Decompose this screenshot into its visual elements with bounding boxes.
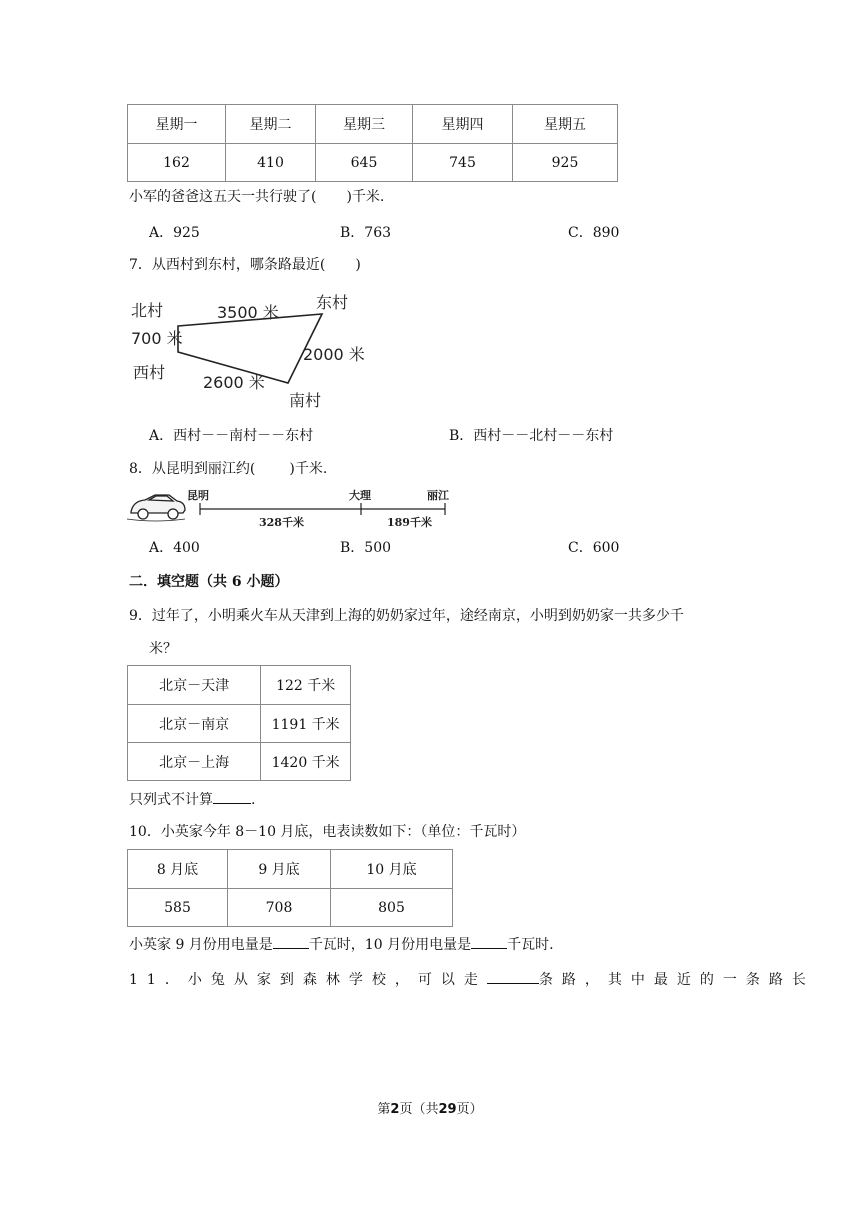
table-cell: 745 <box>413 144 513 182</box>
page-footer: 第2页（共29页） <box>377 1102 483 1117</box>
table-header-cell: 10 月底 <box>331 850 453 889</box>
car-icon <box>127 495 185 521</box>
table-cell: 122 千米 <box>261 666 351 705</box>
table-cell: 805 <box>331 889 453 927</box>
label-west-village: 西村 <box>133 363 166 382</box>
table-cell: 1191 千米 <box>261 705 351 743</box>
table-cell: 北京－上海 <box>128 743 261 781</box>
distance-east-south: 2000 米 <box>303 345 365 364</box>
route-diagram <box>125 486 455 530</box>
distance-kunming-dali: 328千米 <box>259 516 304 529</box>
q6-option-b: B．763 <box>340 225 392 241</box>
q8-option-a: A．400 <box>149 540 200 556</box>
table-cell: 北京－南京 <box>128 705 261 743</box>
table-cell: 北京－天津 <box>128 666 261 705</box>
table-cell: 645 <box>316 144 413 182</box>
q11-stem: 11．小兔从家到森林学校，可以走 条路，其中最近的一条路长 <box>129 969 815 989</box>
q8-stem: 8．从昆明到丽江约( )千米. <box>129 461 328 477</box>
table-header-cell: 星期二 <box>226 105 316 144</box>
label-lijiang: 丽江 <box>427 489 449 502</box>
q7-option-b: B．西村－－北村－－东村 <box>449 428 614 444</box>
table-header-cell: 9 月底 <box>228 850 331 889</box>
table-header-cell: 星期四 <box>413 105 513 144</box>
table-cell: 585 <box>128 889 228 927</box>
table-cell: 925 <box>513 144 618 182</box>
village-map-diagram <box>125 288 375 413</box>
table-cell: 708 <box>228 889 331 927</box>
table-cell: 410 <box>226 144 316 182</box>
label-south-village: 南村 <box>289 391 322 410</box>
q6-option-a: A．925 <box>149 225 200 241</box>
answer-blank[interactable] <box>273 934 309 949</box>
q9-distance-table <box>127 665 351 781</box>
distance-north-west: 700 米 <box>131 329 183 348</box>
q9-stem-line1: 9．过年了，小明乘火车从天津到上海的奶奶家过年，途经南京，小明到奶奶家一共多少千 <box>129 608 684 624</box>
answer-blank[interactable] <box>487 969 539 984</box>
label-north-village: 北村 <box>131 301 164 320</box>
table-header-cell: 星期一 <box>128 105 226 144</box>
distance-west-south: 2600 米 <box>203 373 265 392</box>
label-dali: 大理 <box>349 489 371 502</box>
q10-meter-table <box>127 849 453 927</box>
q8-option-b: B．500 <box>340 540 392 556</box>
table-header-cell: 星期三 <box>316 105 413 144</box>
q8-option-c: C．600 <box>568 540 620 556</box>
table-cell: 162 <box>128 144 226 182</box>
table-header-cell: 8 月底 <box>128 850 228 889</box>
q9-answer-line: 只列式不计算 . <box>129 789 255 809</box>
q10-stem: 10．小英家今年 8－10 月底，电表读数如下：（单位：千瓦时） <box>129 824 526 840</box>
q7-option-a: A．西村－－南村－－东村 <box>149 428 314 444</box>
table-cell: 1420 千米 <box>261 743 351 781</box>
q6-stem: 小军的爸爸这五天一共行驶了( )千米. <box>129 189 385 205</box>
q10-answer-line: 小英家 9 月份用电量是 千瓦时，10 月份用电量是 千瓦时. <box>129 934 554 954</box>
label-east-village: 东村 <box>316 293 349 312</box>
q6-option-c: C．890 <box>568 225 620 241</box>
table-header-cell: 星期五 <box>513 105 618 144</box>
answer-blank[interactable] <box>471 934 507 949</box>
weekly-distance-table <box>127 104 618 182</box>
section-title: 二．填空题（共 6 小题） <box>129 574 289 590</box>
q9-stem-line2: 米？ <box>149 641 177 657</box>
label-kunming: 昆明 <box>187 489 209 502</box>
q7-stem: 7．从西村到东村，哪条路最近( ) <box>129 257 361 273</box>
answer-blank[interactable] <box>213 789 251 804</box>
distance-dali-lijiang: 189千米 <box>387 516 432 529</box>
distance-north-east: 3500 米 <box>217 303 279 322</box>
